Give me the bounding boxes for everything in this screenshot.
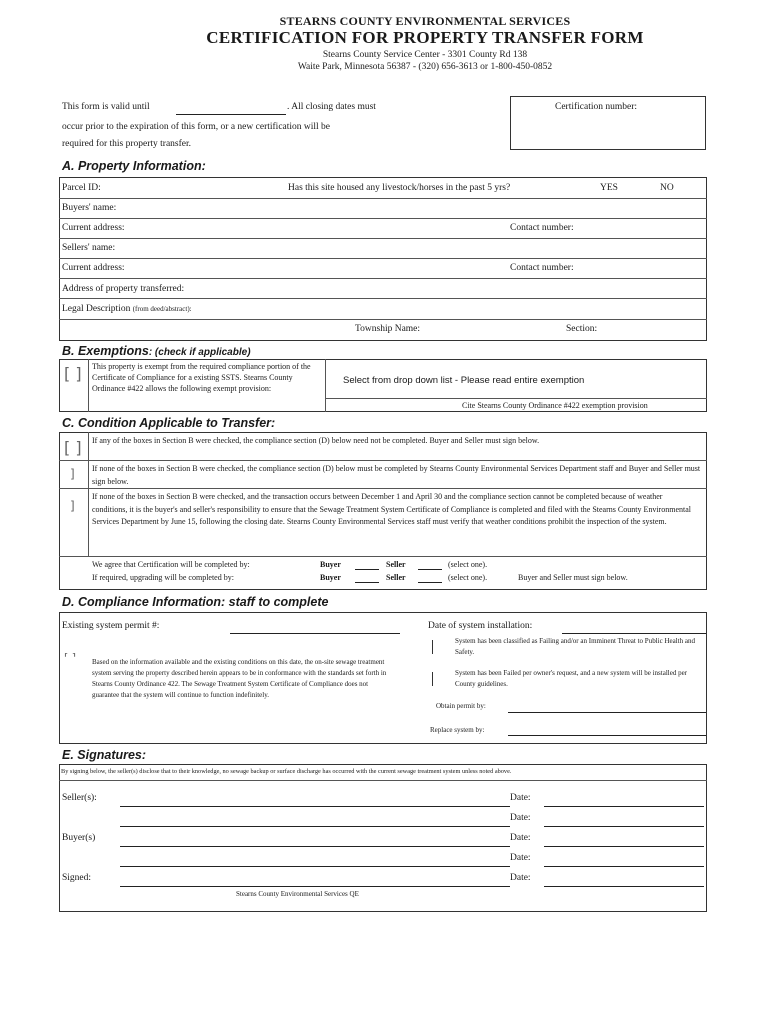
valid-until-suffix: . All closing dates must xyxy=(287,102,376,112)
township-label: Township Name: xyxy=(355,324,421,334)
seller-date-1-label: Date: xyxy=(510,793,531,803)
sellers-name-label: Sellers' name: xyxy=(62,243,116,253)
address-line-1: Stearns County Service Center - 3301 County Rd 138 xyxy=(322,50,528,60)
certification-agree-label: We agree that Certification will be completed by: xyxy=(92,560,250,569)
validity-line-2: occur prior to the expiration of this form, or a new certification will be xyxy=(62,122,331,132)
failed-text: System has been Failed per owner's request, and a new system will be installed per County guidelines. xyxy=(455,669,688,688)
must-sign-note: Buyer and Seller must sign below. xyxy=(518,573,628,582)
form-title: CERTIFICATION FOR PROPERTY TRANSFER FORM xyxy=(206,28,644,47)
exemption-text: This property is exempt from the required compliance portion of the Certificate of Compliance for a existing SSTS. Stearns County Ordinance #422 allows the following exempt provision: xyxy=(92,362,311,393)
buyers-signature-label: Buyer(s) xyxy=(62,833,96,843)
section-label: Section: xyxy=(566,324,598,334)
legal-description-label: Legal Description (from deed/abstract): xyxy=(62,304,192,314)
seller-date-1[interactable] xyxy=(544,806,704,807)
seller-address-label: Current address: xyxy=(62,263,125,273)
valid-until-label: This form is valid until xyxy=(62,102,150,112)
buyer-address-label: Current address: xyxy=(62,223,125,233)
section-c-title: C. Condition Applicable to Transfer: xyxy=(62,416,276,430)
seller-disclaimer: By signing below, the seller(s) disclose that to their knowledge, no sewage backup or surface discharge has occurred with the current sewage treatment system unless noted above. xyxy=(61,768,512,775)
buyer-date-2[interactable] xyxy=(544,866,704,867)
address-line-2: Waite Park, Minnesota 56387 - (320) 656-3613 or 1-800-450-0852 xyxy=(297,62,553,72)
condition-2-text: If none of the boxes in Section B were checked, the compliance section (D) below must be completed by Stearns County Environmental Services Department staff and Buyer and Seller must sign below. xyxy=(92,464,701,486)
validity-line-3: required for this property transfer. xyxy=(62,139,191,149)
seller-date-2-label: Date: xyxy=(510,813,531,823)
section-d-title: D. Compliance Information: staff to complete xyxy=(62,595,329,609)
replace-system-label: Replace system by: xyxy=(430,726,485,734)
condition-3-text: If none of the boxes in Section B were checked, and the transaction occurs between December 1 and April 30 and the compliance section cannot be completed because of weather conditions, it is the buyer's and seller's responsibility to ensure that the Sewage Treatment System Certificate of Compliance is completed and filed with the Stearns County Environmental Services Department by June 15, following the closing date. Stearns County Environmental Services staff must verify that weather conditions prohibit the inspection of the system. xyxy=(92,492,691,526)
staff-signature[interactable] xyxy=(120,886,510,887)
buyer-date-1[interactable] xyxy=(544,846,704,847)
staff-date[interactable] xyxy=(544,886,704,887)
buyer-date-1-label: Date: xyxy=(510,833,531,843)
parcel-id-label: Parcel ID: xyxy=(62,183,101,193)
buyer-signature-2[interactable] xyxy=(120,866,510,867)
livestock-no[interactable]: NO xyxy=(660,183,674,193)
install-date-field[interactable] xyxy=(562,633,706,634)
upgrade-label: If required, upgrading will be completed by: xyxy=(92,573,234,582)
obtain-permit-field[interactable] xyxy=(508,712,706,713)
certification-number-label: Certification number: xyxy=(555,102,638,112)
staff-signed-label: Signed: xyxy=(62,873,92,883)
agency-name: STEARNS COUNTY ENVIRONMENTAL SERVICES xyxy=(279,14,571,28)
section-a-title: A. Property Information: xyxy=(62,159,206,173)
failing-text: System has been classified as Failing and/or an Imminent Threat to Public Health and Safety. xyxy=(455,637,695,656)
replace-system-field[interactable] xyxy=(508,735,706,736)
valid-until-field[interactable] xyxy=(176,114,286,115)
upgrade-buyer-option[interactable]: Buyer xyxy=(320,573,341,582)
exemption-cite: Cite Stearns County Ordinance #422 exemption provision xyxy=(462,401,648,410)
buyer-contact-label: Contact number: xyxy=(510,223,574,233)
staff-title: Stearns County Environmental Services QE xyxy=(236,890,359,898)
compliance-statement: Based on the information available and the existing conditions on this date, the on-site sewage treatment system serving the property described herein appears to be in conformance with the standards set forth in Stearns County Ordinance 422. The Sewage Treatment System Certificate of Compliance does not guarantee that the system will continue to function indefinitely. xyxy=(92,658,387,699)
cert-seller-option[interactable]: Seller xyxy=(386,560,406,569)
staff-date-label: Date: xyxy=(510,873,531,883)
seller-signature-1[interactable] xyxy=(120,806,510,807)
condition-2-checkbox[interactable]: ] xyxy=(70,467,75,481)
seller-signature-2[interactable] xyxy=(120,826,510,827)
condition-1-checkbox[interactable]: [ ] xyxy=(64,438,82,457)
condition-1-text: If any of the boxes in Section B were checked, the compliance section (D) below need not be completed. Buyer and Seller must sign below. xyxy=(92,436,540,445)
permit-label: Existing system permit #: xyxy=(62,621,160,631)
livestock-yes[interactable]: YES xyxy=(600,183,618,193)
buyer-signature-1[interactable] xyxy=(120,846,510,847)
buyers-name-label: Buyers' name: xyxy=(62,203,117,213)
install-date-label: Date of system installation: xyxy=(428,621,533,631)
exemption-dropdown[interactable]: Select from drop down list - Please read entire exemption xyxy=(343,375,585,386)
exemption-checkbox[interactable]: [ ] xyxy=(64,364,82,383)
signatures-box xyxy=(59,764,707,912)
cert-select-one: (select one). xyxy=(448,560,488,569)
upgrade-seller-option[interactable]: Seller xyxy=(386,573,406,582)
compliance-checkbox[interactable]: ⸢ ⸣ xyxy=(64,651,77,664)
seller-contact-label: Contact number: xyxy=(510,263,574,273)
cert-buyer-option[interactable]: Buyer xyxy=(320,560,341,569)
buyer-date-2-label: Date: xyxy=(510,853,531,863)
property-address-label: Address of property transferred: xyxy=(62,284,185,294)
upgrade-select-one: (select one). xyxy=(448,573,488,582)
condition-3-checkbox[interactable]: ] xyxy=(70,499,75,513)
livestock-question: Has this site housed any livestock/horses in the past 5 yrs? xyxy=(288,183,511,193)
section-e-title: E. Signatures: xyxy=(62,748,147,762)
section-b-title: B. Exemptions: (check if applicable) xyxy=(62,344,251,358)
permit-field[interactable] xyxy=(230,633,400,634)
seller-date-2[interactable] xyxy=(544,826,704,827)
sellers-signature-label: Seller(s): xyxy=(62,793,97,803)
certification-number-box[interactable] xyxy=(510,96,706,150)
obtain-permit-label: Obtain permit by: xyxy=(436,702,486,710)
property-info-box xyxy=(59,177,707,341)
